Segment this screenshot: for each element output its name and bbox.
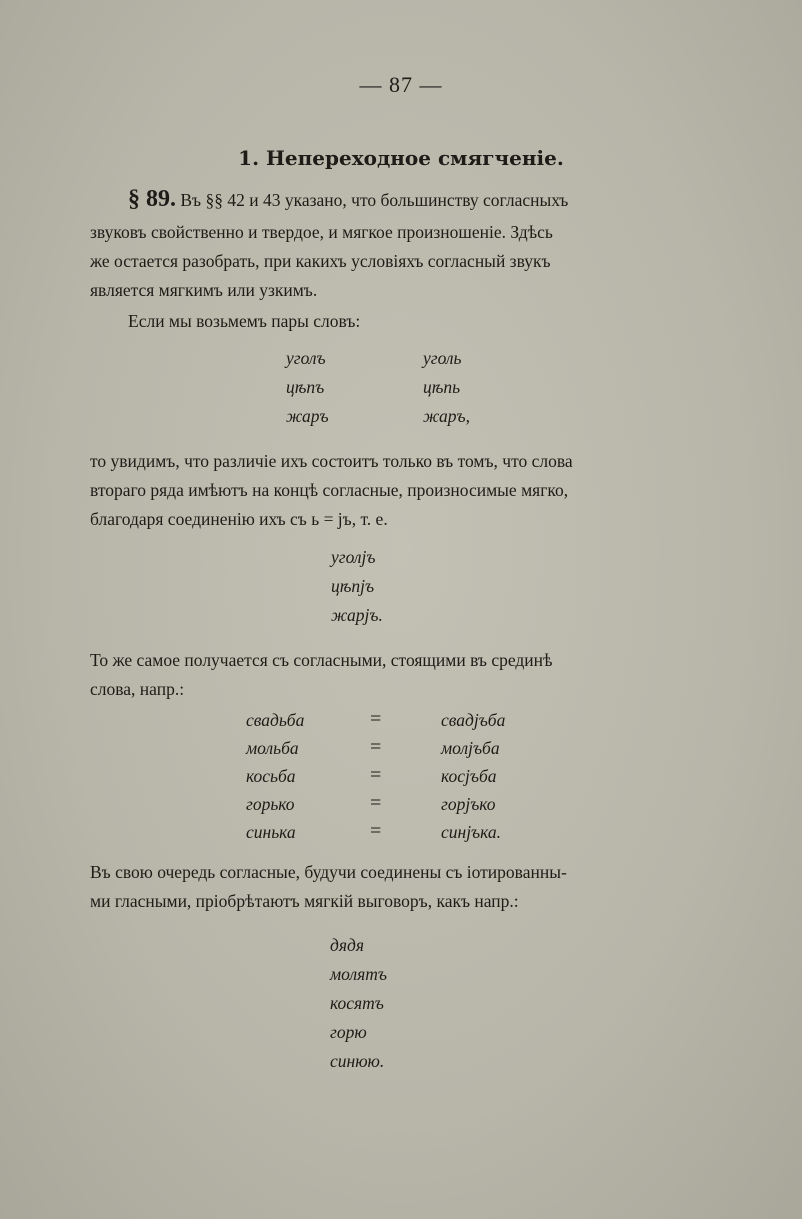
equality-left: синька bbox=[246, 822, 296, 842]
text-line: втораго ряда имѣютъ на концѣ согласные, произносимые мягко, bbox=[90, 480, 569, 500]
equality-right: горjъко bbox=[441, 794, 496, 814]
equality-right: молjъба bbox=[441, 738, 500, 758]
equality-left: косьба bbox=[246, 766, 296, 786]
text-line: Если мы возьмемъ пары словъ: bbox=[128, 311, 361, 331]
text-line: благодаря соединенію ихъ съ ь = jъ, т. е. bbox=[90, 509, 388, 529]
example-word: жарjъ. bbox=[331, 605, 383, 625]
equality-right: косjъба bbox=[441, 766, 497, 786]
equals-sign: = bbox=[370, 764, 382, 786]
page-number: — 87 — bbox=[359, 72, 443, 97]
example-word: дядя bbox=[330, 935, 364, 955]
equality-right: свадjъба bbox=[441, 710, 506, 730]
text-line: то увидимъ, что различіе ихъ состоитъ только въ томъ, что слова bbox=[90, 451, 573, 471]
paragraph-first-line bbox=[128, 186, 568, 213]
equals-sign: = bbox=[370, 792, 382, 814]
equality-left: мольба bbox=[246, 738, 299, 758]
text-line: Въ §§ 42 и 43 указано, что большинству согласныхъ bbox=[180, 190, 569, 210]
equals-sign: = bbox=[370, 820, 382, 842]
section-title: 1. Непереходное смягченіе. bbox=[238, 146, 564, 170]
paragraph-mark: § 89. bbox=[128, 186, 176, 212]
text-line: Въ свою очередь согласные, будучи соединены съ іотированны- bbox=[90, 862, 567, 882]
pair-left-word: жаръ bbox=[286, 406, 329, 426]
example-word: синюю. bbox=[330, 1051, 385, 1071]
example-word: косятъ bbox=[330, 993, 384, 1013]
example-word: уголjъ bbox=[331, 547, 376, 567]
pair-left-word: уголъ bbox=[286, 348, 326, 368]
pair-right-word: уголь bbox=[423, 348, 462, 368]
text-line: же остается разобрать, при какихъ условіяхъ согласный звукъ bbox=[90, 251, 551, 271]
example-word: молятъ bbox=[330, 964, 387, 984]
pair-right-word: цѣпь bbox=[423, 377, 461, 397]
text-line: является мягкимъ или узкимъ. bbox=[90, 280, 318, 300]
example-word: горю bbox=[330, 1022, 367, 1042]
text-line: слова, напр.: bbox=[90, 679, 185, 699]
pair-right-word: жаръ, bbox=[423, 406, 471, 426]
equality-right: синjъка. bbox=[441, 822, 502, 842]
example-word: цѣпjъ bbox=[331, 576, 375, 596]
text-line: звуковъ свойственно и твердое, и мягкое произношеніе. Здѣсь bbox=[90, 222, 553, 242]
equals-sign: = bbox=[370, 708, 382, 730]
text-line: ми гласными, пріобрѣтаютъ мягкій выговоръ, какъ напр.: bbox=[90, 891, 519, 911]
pair-left-word: цѣпъ bbox=[286, 377, 325, 397]
equality-left: горько bbox=[246, 794, 295, 814]
equals-sign: = bbox=[370, 736, 382, 758]
text-line: То же самое получается съ согласными, стоящими въ срединѣ bbox=[90, 650, 553, 670]
equality-left: свадьба bbox=[246, 710, 305, 730]
